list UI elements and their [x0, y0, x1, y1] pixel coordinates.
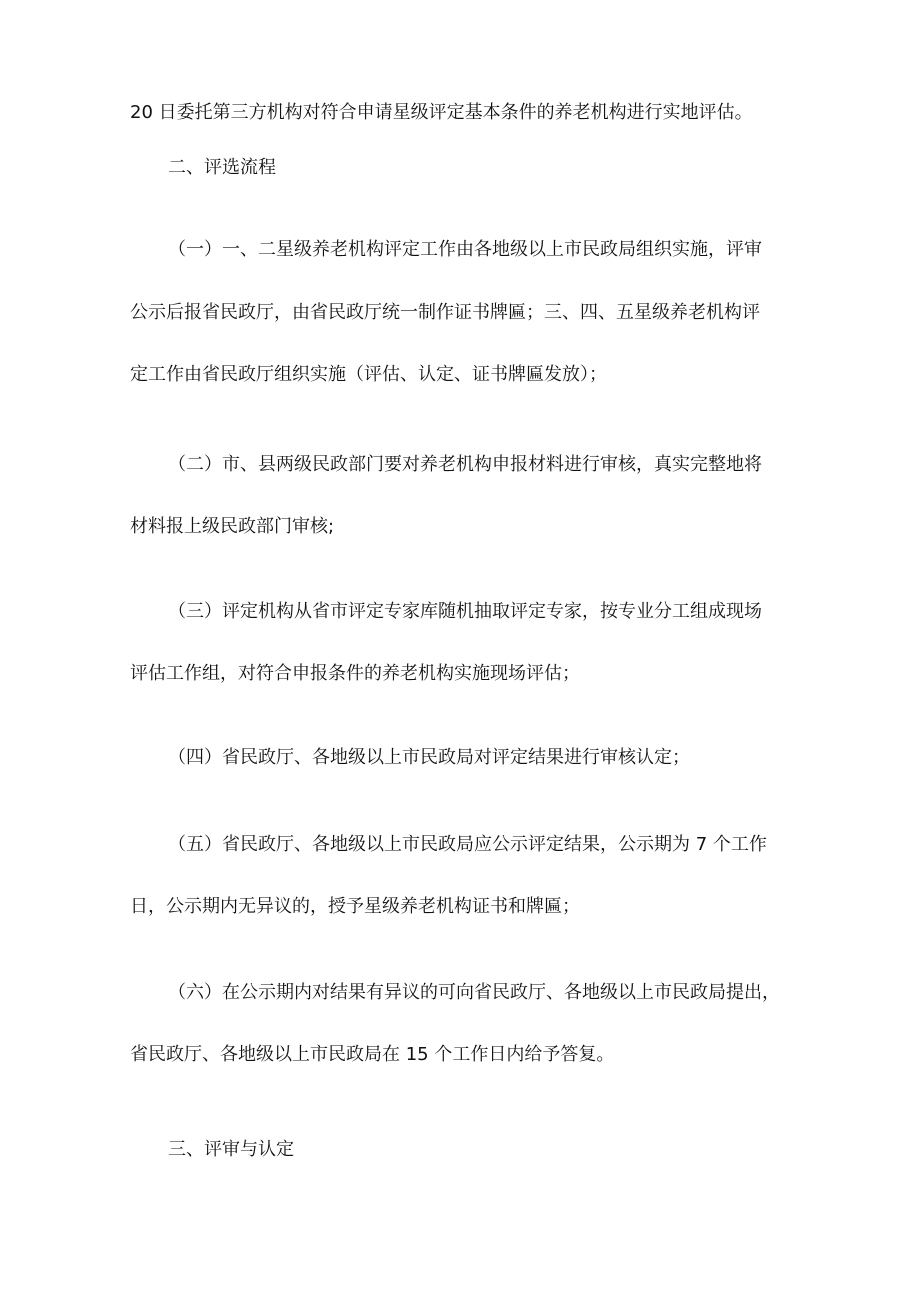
- paragraph-line-continuation: 20 日委托第三方机构对符合申请星级评定基本条件的养老机构进行实地评估。: [130, 102, 753, 123]
- item-1-line-3: 定工作由省民政厅组织实施（评估、认定、证书牌匾发放）；: [130, 364, 607, 385]
- item-5-line-1: （五）省民政厅、各地级以上市民政局应公示评定结果，公示期为 7 个工作: [168, 834, 767, 855]
- item-4-line-1: （四）省民政厅、各地级以上市民政局对评定结果进行审核认定；: [168, 747, 690, 768]
- item-3-line-1: （三）评定机构从省市评定专家库随机抽取评定专家，按专业分工组成现场: [168, 601, 762, 622]
- item-3-line-2: 评估工作组，对符合申报条件的养老机构实施现场评估；: [130, 663, 580, 684]
- item-6-line-1: （六）在公示期内对结果有异议的可向省民政厅、各地级以上市民政局提出，: [168, 982, 780, 1003]
- item-6-line-2: 省民政厅、各地级以上市民政局在 15 个工作日内给予答复。: [130, 1044, 615, 1065]
- section-heading-3: 三、评审与认定: [168, 1139, 294, 1160]
- item-2-line-1: （二）市、县两级民政部门要对养老机构申报材料进行审核，真实完整地将: [168, 454, 762, 475]
- item-5-line-2: 日，公示期内无异议的，授予星级养老机构证书和牌匾；: [130, 896, 580, 917]
- item-2-line-2: 材料报上级民政部门审核;: [130, 516, 335, 537]
- section-heading-2: 二、评选流程: [168, 157, 276, 178]
- item-1-line-1: （一）一、二星级养老机构评定工作由各地级以上市民政局组织实施，评审: [168, 239, 762, 260]
- item-1-line-2: 公示后报省民政厅，由省民政厅统一制作证书牌匾；三、四、五星级养老机构评: [130, 302, 760, 323]
